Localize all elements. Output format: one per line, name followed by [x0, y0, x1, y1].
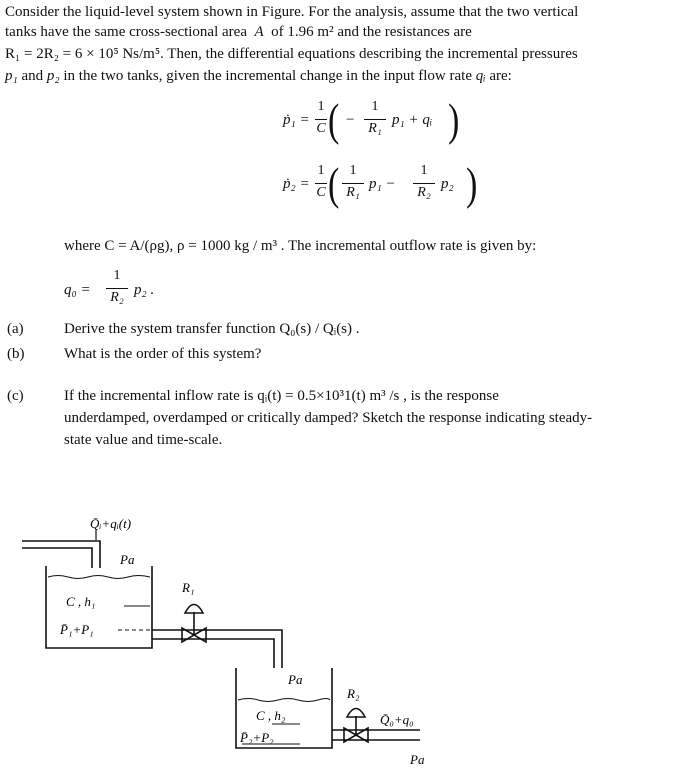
tank-2-label: C , h₂ [256, 708, 286, 723]
inflow-pipe [22, 541, 100, 568]
eq1-tail: p₁ + qᵢ [392, 112, 433, 128]
question-b-text: What is the order of this system? [64, 346, 262, 362]
outflow-den: R₂ [110, 290, 124, 305]
question-c-text-2: underdamped, overdamped or critically damped? Sketch the response indicating steady- [64, 410, 593, 426]
eq1-r-den: R₁ [368, 121, 382, 136]
question-a-text: Derive the system transfer function Q₀(s) / Qᵢ(s) . [64, 321, 360, 337]
eq2-r2-den: R₂ [417, 185, 431, 200]
connecting-pipe-inner [152, 639, 274, 668]
valve-r1-cap [185, 605, 203, 614]
valve-r2-cap [347, 709, 365, 718]
problem-line-2a: tanks have the same cross-sectional area [5, 24, 247, 40]
tank-2-water [238, 699, 330, 702]
question-c-text-1: If the incremental inflow rate is qᵢ(t) = 0.5×10³1(t) m³ /s , is the response [64, 388, 499, 404]
eq2-r2-num: 1 [420, 163, 428, 178]
eq2-mid: p₁ − [369, 176, 396, 192]
eq1-close-paren: ) [448, 96, 460, 146]
pa-bottom-label: Pa [410, 752, 425, 767]
inflow-label: Q̄ᵢ+qᵢ(t) [90, 516, 132, 531]
area-symbol: A [250, 24, 268, 40]
problem-line-4-mid: in the two tanks, given the incremental change in the input flow rate [63, 68, 472, 84]
tank-1-label: C , h₁ [66, 594, 96, 609]
outflow-tail: p₂ . [134, 282, 155, 298]
outflow-label: Q̄₀+q₀ [380, 712, 414, 727]
question-a-label: (a) [7, 321, 24, 337]
eq1-c-den: C [316, 121, 326, 136]
problem-line-3b: Then, the differential equations describing the incremental pressures [167, 46, 578, 62]
connecting-pipe [152, 630, 282, 668]
pa-mid-label: Pa [288, 672, 303, 687]
r1-label: R₁ [182, 580, 195, 595]
p1-symbol: p₁ [5, 68, 18, 84]
eq1-minus: − [346, 112, 355, 128]
resistance-relation: R₁ = 2R₂ = 6 × 10⁵ Ns/m⁵. [5, 46, 164, 62]
question-b-label: (b) [7, 346, 25, 362]
eq1-open-paren: ( [328, 96, 340, 146]
outflow-lhs: q₀ = [64, 282, 91, 298]
eq1-lhs: ṗ₁ = [283, 112, 310, 128]
and-word: and [21, 68, 44, 84]
eq2-c-num: 1 [317, 163, 325, 178]
qi-symbol: qᵢ [475, 68, 486, 84]
question-c-text-3: state value and time-scale. [64, 432, 223, 448]
where-line: where C = A/(ρg), ρ = 1000 kg / m³ . The incremental outflow rate is given by: [64, 238, 537, 254]
question-c-label: (c) [7, 388, 24, 404]
p2-symbol: p₂ [46, 68, 60, 84]
problem-line-1: Consider the liquid-level system shown in Figure. For the analysis, assume that the two vertical [5, 4, 579, 20]
tank-1-water [48, 576, 150, 579]
outflow-num: 1 [113, 268, 121, 283]
eq2-close-paren: ) [466, 160, 478, 210]
r2-label: R₂ [347, 686, 360, 701]
tank-1-pressure-label: P̄₁+P₁ [60, 622, 94, 637]
tank-2-pressure-label: P̄₂+P₂ [240, 730, 274, 745]
problem-line-4-end: are: [489, 68, 512, 84]
eq2-lhs: ṗ₂ = [283, 176, 310, 192]
eq1-c-num: 1 [317, 99, 325, 114]
eq2-r1-den: R₁ [346, 185, 360, 200]
eq1-r-num: 1 [371, 99, 379, 114]
eq2-c-den: C [316, 185, 326, 200]
eq2-tail: p₂ [441, 176, 454, 192]
inflow-pipe-inner [22, 548, 92, 568]
pa-top-label: Pa [120, 552, 135, 567]
problem-line-2b: of 1.96 m² and the resistances are [271, 24, 472, 40]
eq2-open-paren: ( [328, 160, 340, 210]
eq2-r1-num: 1 [349, 163, 357, 178]
